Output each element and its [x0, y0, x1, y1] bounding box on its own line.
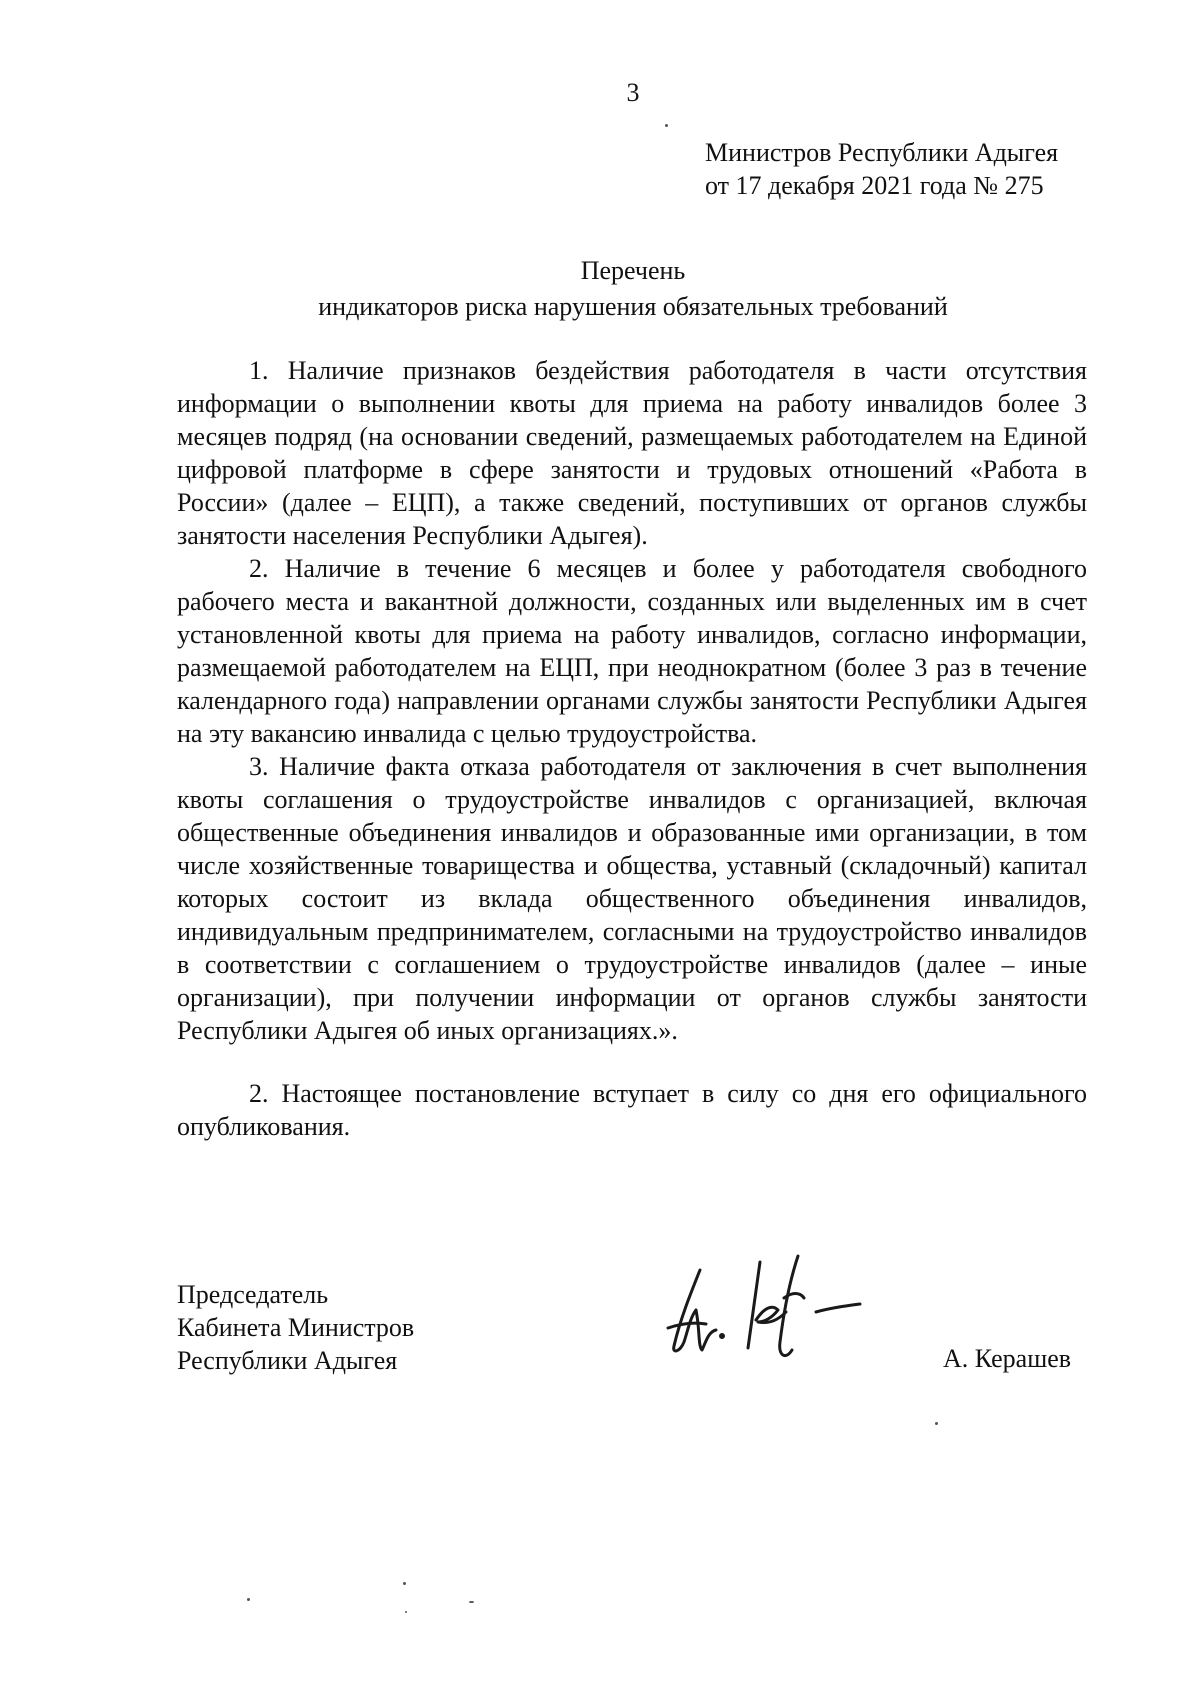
header-line-1: Министров Республики Адыгея [705, 138, 1059, 167]
indicator-item-2: 2. Наличие в течение 6 месяцев и более у работодателя свободного рабочего места и вакантной должности, созданных или выделенных им в счет установленной квоты для приема на работу инвалидов, согласно информации, размещаемой работодателем на ЕЦП, при неоднократном (более 3 раз в течение календарного года) направлении органами службы занятости Республики Адыгея на эту вакансию инвалида с целью трудоустройства. [177, 554, 1087, 748]
scan-speck [405, 1611, 407, 1613]
closing-clause [177, 1077, 1087, 1143]
signer-title-line-1: Председатель [177, 1280, 329, 1309]
signer-name: А. Керашев [943, 1344, 1072, 1373]
signer-title-line-2: Кабинета Министров [177, 1313, 415, 1342]
scan-speck [247, 1598, 250, 1601]
signer-title [177, 1278, 414, 1377]
document-title [0, 253, 1200, 325]
page-number: 3 [626, 78, 640, 107]
closing-paragraph: 2. Настоящее постановление вступает в силу со дня его официального опубликования. [177, 1079, 1087, 1141]
scan-speck [935, 1422, 938, 1425]
indicator-item-3: 3. Наличие факта отказа работодателя от заключения в счет выполнения квоты соглашения о трудоустройстве инвалидов с организацией, включая общественные объединения инвалидов и образованные ими организации, в том числе хозяйственные товарищества и общества, уставный (складочный) капитал которых состоит из вклада общественного объединения инвалидов, индивидуальным предпринимателем, согласными на трудоустройство инвалидов в соответствии с соглашением о трудоустройстве инвалидов (далее – иные организации), при получении информации от органов службы занятости Республики Адыгея об иных организациях.». [177, 752, 1087, 1045]
title-line-1: Перечень [580, 256, 686, 285]
header-line-2: от 17 декабря 2021 года № 275 [705, 171, 1044, 200]
scan-speck [665, 124, 668, 127]
title-line-2: индикаторов риска нарушения обязательных требований [318, 292, 948, 321]
indicator-list [177, 354, 1087, 1047]
scan-speck [403, 1582, 406, 1585]
handwritten-signature [660, 1250, 870, 1360]
scan-speck [469, 1601, 474, 1603]
indicator-item-1: 1. Наличие признаков бездействия работодателя в части отсутствия информации о выполнении квоты для приема на работу инвалидов более 3 месяцев подряд (на основании сведений, размещаемых работодателем на Единой цифровой платформе в сфере занятости и трудовых отношений «Работа в России» (далее – ЕЦП), а также сведений, поступивших от органов службы занятости населения Республики Адыгея). [177, 356, 1087, 550]
document-header [705, 136, 1058, 202]
signer-title-line-3: Республики Адыгея [177, 1346, 398, 1375]
